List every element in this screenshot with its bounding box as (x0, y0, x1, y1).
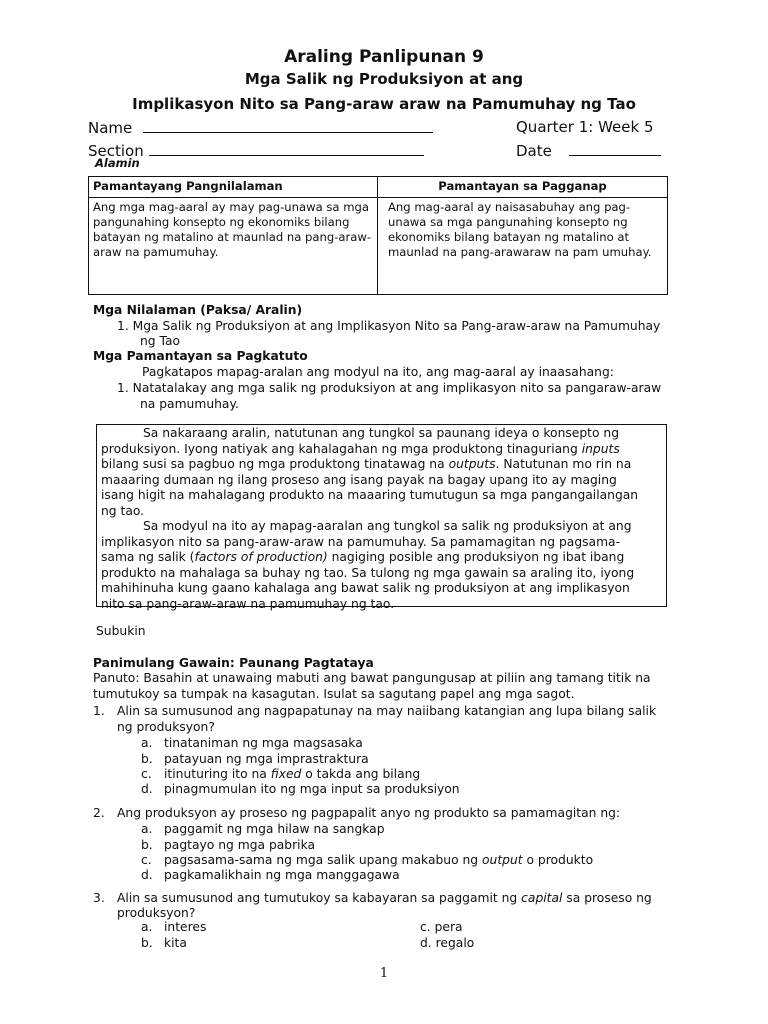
q1-choice-a-letter: a. (141, 736, 153, 750)
intro-line: Sa nakaraang aralin, natutunan ang tungkol sa paunang ideya o konsepto ng (143, 426, 619, 440)
intro-line: bilang susi sa pagbuo ng mga produktong tinatawag na outputs. Natutunan mo rin na (101, 457, 632, 471)
q3-choice-a[interactable]: interes (164, 920, 207, 934)
intro-line: ng tao. (101, 503, 145, 518)
q3-choice-d[interactable]: d. regalo (420, 936, 475, 950)
q2-choice-b[interactable]: pagtayo ng mga pabrika (164, 838, 316, 852)
standards-table (88, 176, 668, 295)
learning-intro: Pagkatapos mapag-aralan ang modyul na ito, ang mag-aaral ay inaasahang: (142, 365, 614, 379)
q3-line-1: Alin sa sumusunod ang tumutukoy sa kabayaran sa paggamit ng capital sa proseso ng (117, 891, 652, 905)
content-item-1-line-1: 1. Mga Salik ng Produksiyon at ang Implikasyon Nito sa Pang-araw-araw na Pamumuhay (117, 319, 661, 333)
q2-choice-b-letter: b. (141, 838, 153, 852)
intro-line: implikasyon nito sa pang-araw-araw na pamumuhay. Sa pamamagitan ng pagsama- (101, 534, 621, 549)
q1-choice-b-letter: b. (141, 752, 153, 766)
intro-box (96, 424, 667, 611)
q3-number: 3. (93, 891, 105, 905)
intro-line: mahihinuha kung gaano kahalaga ang bawat salik ng produksiyon at ang implikasyon (101, 581, 630, 595)
document-title: Araling Panlipunan 9 (284, 47, 484, 67)
q1-choice-c[interactable]: itinuturing ito na fixed o takda ang bilang (164, 767, 421, 781)
q3-line-2: produksyon? (117, 906, 196, 920)
q1-choice-d[interactable]: pinagmumulan ito ng mga input sa produksiyon (164, 782, 460, 796)
intro-line: produksiyon. Iyong natiyak ang kahalagahan ng mga produktong tinaguriang inputs (101, 441, 620, 456)
q1-choice-b[interactable]: patayuan ng mga imprastraktura (164, 752, 369, 766)
page-number: 1 (379, 966, 389, 981)
q1-choice-a[interactable]: tinataniman ng mga magsasaka (164, 736, 363, 750)
intro-line: maaaring dumaan ng ilang proseso ang isang payak na bagay upang ito ay maging (101, 472, 617, 487)
q2-choice-c[interactable]: pagsasama-sama ng mga salik upang makabuo ng output o produkto (164, 853, 594, 867)
standards-col1-header: Pamantayang Pangnilalaman (89, 177, 378, 198)
intro-line: sama ng salik (factors of production) nagiging posible ang produksiyon ng ibat ibang (101, 550, 625, 564)
q1-number: 1. (93, 704, 105, 718)
directions-line-2: tumutukoy sa tumpak na kasagutan. Isulat sa sagutang papel ang mga sagot. (93, 687, 575, 701)
activity-heading: Panimulang Gawain: Paunang Pagtataya (93, 656, 374, 670)
intro-emphasis: outputs (448, 457, 496, 471)
q2-choice-a-letter: a. (141, 822, 153, 836)
standards-col1-text: Ang mga mag-aaral ay may pag-unawa sa mga pangunahing konsepto ng ekonomiks bilang batayan ng matalino at maunlad na pang-araw-araw na pamumuhay. (89, 198, 378, 295)
date-field[interactable] (516, 141, 661, 160)
q1-line-2: ng produksyon? (117, 720, 215, 734)
intro-emphasis: inputs (581, 441, 620, 456)
q1-choice-d-letter: d. (141, 782, 153, 796)
quarter-label: Quarter 1: Week 5 (516, 118, 654, 136)
subukin-label: Subukin (96, 624, 146, 638)
learning-item-1-line-1: 1. Natatalakay ang mga salik ng produksiyon at ang implikasyon nito sa pangaraw-araw (117, 381, 662, 395)
standards-col2-text: Ang mag-aaral ay naisasabuhay ang pag-unawa sa mga pangunahing konsepto ng ekonomiks bilang batayan ng matalino at maunlad na pang-arawaraw na pam umuhay. (378, 198, 668, 295)
section-label: Section (88, 142, 144, 160)
q3-choice-b-letter: b. (141, 936, 153, 950)
intro-emphasis: factors of production) (194, 550, 328, 564)
standards-col2-header: Pamantayan sa Pagganap (378, 177, 668, 198)
q2-choice-c-letter: c. (141, 853, 152, 867)
name-blank[interactable] (143, 118, 433, 133)
q3-choice-b[interactable]: kita (164, 936, 187, 950)
content-heading: Mga Nilalaman (Paksa/ Aralin) (93, 303, 303, 317)
q2-number: 2. (93, 806, 105, 820)
q1-choice-c-letter: c. (141, 767, 152, 781)
name-field[interactable] (88, 118, 433, 137)
learning-item-1-line-2: na pamumuhay. (140, 397, 239, 411)
q2-choice-d[interactable]: pagkamalikhain ng mga manggagawa (164, 868, 400, 882)
directions-line-1: Panuto: Basahin at unawaing mabuti ang bawat pangungusap at piliin ang tamang titik na (93, 671, 651, 685)
q3-choice-c[interactable]: c. pera (420, 920, 463, 934)
intro-line: Sa modyul na ito ay mapag-aaralan ang tungkol sa salik ng produksiyon at ang (143, 519, 632, 533)
intro-line: isang higit na mahalagang produkto na maaaring tumutugun sa mga pangangailangan (101, 488, 639, 502)
date-label: Date (516, 142, 552, 160)
name-label: Name (88, 119, 133, 137)
intro-line: produkto na mahalaga sa buhay ng tao. Sa tulong ng mga gawain sa araling ito, iyong (101, 565, 635, 580)
q2-line-1: Ang produksyon ay proseso ng pagpapalit anyo ng produkto sa pamamagitan ng: (117, 806, 621, 820)
section-blank[interactable] (149, 141, 424, 156)
content-item-1-line-2: ng Tao (140, 334, 181, 348)
learning-heading: Mga Pamantayan sa Pagkatuto (93, 349, 308, 363)
date-blank[interactable] (569, 141, 661, 156)
q3-choice-a-letter: a. (141, 920, 153, 934)
document-subtitle-1: Mga Salik ng Produksiyon at ang (244, 70, 524, 88)
q1-line-1: Alin sa sumusunod ang nagpapatunay na may naiibang katangian ang lupa bilang salik (117, 704, 657, 718)
document-subtitle-2: Implikasyon Nito sa Pang-araw araw na Pamumuhay ng Tao (132, 95, 636, 113)
q2-choice-a[interactable]: paggamit ng mga hilaw na sangkap (164, 822, 385, 836)
alamin-label: Alamin (95, 156, 140, 170)
intro-line: nito sa pang-araw-araw na pamumuhay ng tao. (101, 596, 395, 611)
q2-choice-d-letter: d. (141, 868, 153, 882)
